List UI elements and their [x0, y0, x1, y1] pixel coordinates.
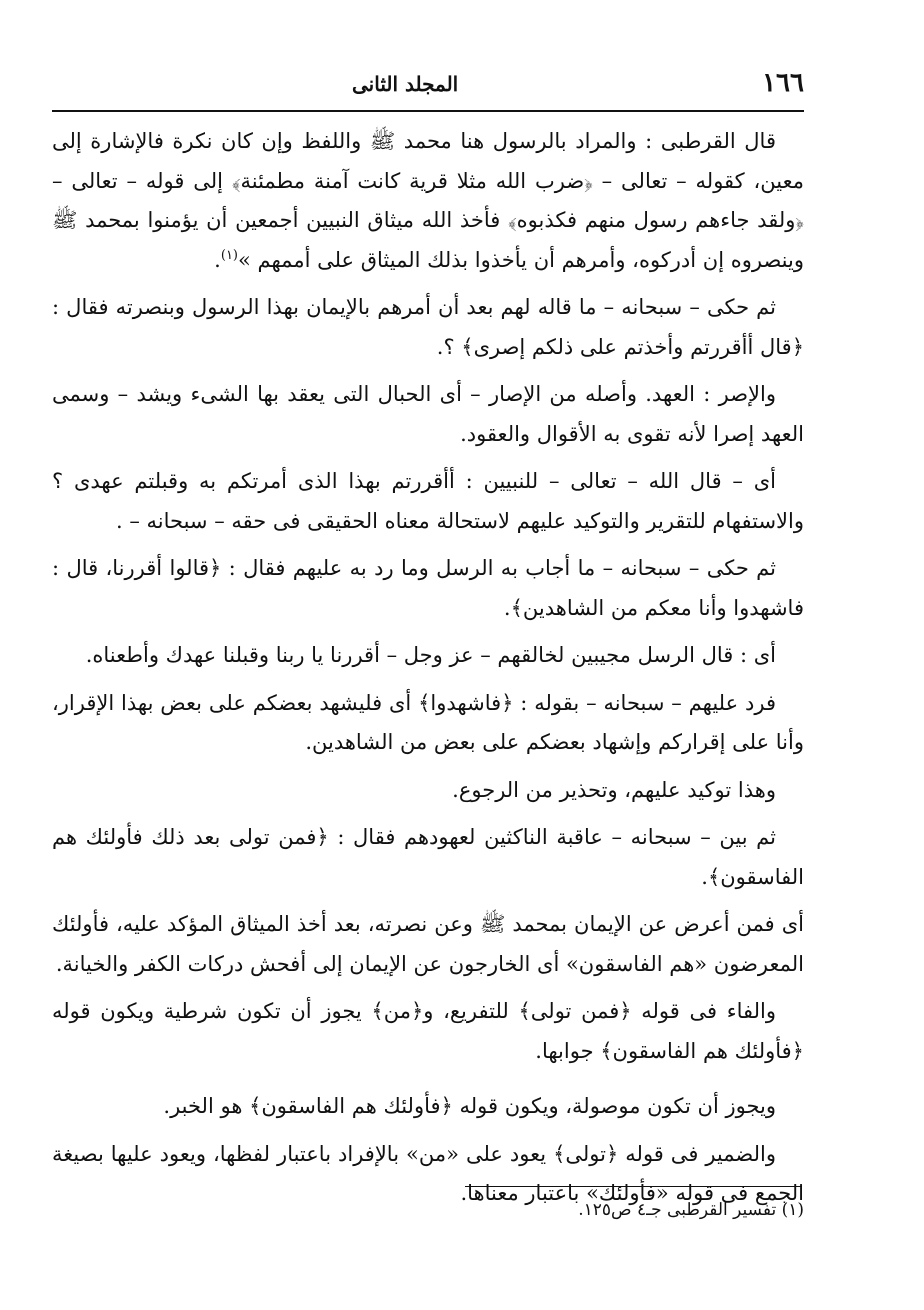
- paragraph-text: قال القرطبى : والمراد بالرسول هنا محمد ﷺ واللفظ وإن كان نكرة فالإشارة إلى معين، كقوله – تعالى – ﴿ضرب الله مثلا قرية كانت آمنة مطمئنة﴾ إلى قوله – تعالى – ﴿ولقد جاءهم رسول منهم فكذبوه﴾ فأخذ الله ميثاق النبيين أجمعين أن يؤمنوا بمحمد ﷺ وينصروه إن أدركوه، وأمرهم أن يأخذوا بذلك الميثاق على أممهم »: [52, 129, 804, 272]
- footnote: (١) تفسير القرطبى جـ٤ ص١٢٥.: [578, 1200, 804, 1220]
- paragraph-tail: .: [214, 247, 221, 272]
- paragraph: والضمير فى قوله ﴿تولى﴾ يعود على «من» بالإفراد باعتبار لفظها، ويعود عليها بصيغة الجمع فى قوله «فأولئك» باعتبار معناها.: [52, 1141, 804, 1205]
- paragraph: أى : قال الرسل مجيبين لخالقهم – عز وجل – أقررنا يا ربنا وقبلنا عهدك وأطعناه.: [85, 643, 776, 667]
- paragraph: فرد عليهم – سبحانه – بقوله : ﴿فاشهدوا﴾ أى فليشهد بعضكم على بعض بهذا الإقرار، وأنا على إقراركم وإشهاد بعضكم على بعض من الشاهدين.: [52, 690, 804, 754]
- page-header: [52, 62, 804, 112]
- paragraph: ثم حكى – سبحانه – ما أجاب به الرسل وما رد به عليهم فقال : ﴿قالوا أقررنا، قال : فاشهدوا وأنا معكم من الشاهدين﴾.: [52, 556, 804, 620]
- page-number: ١٦٦: [762, 68, 804, 98]
- paragraph: [52, 122, 804, 280]
- paragraph: أى فمن أعرض عن الإيمان بمحمد ﷺ وعن نصرته، بعد أخذ الميثاق المؤكد عليه، فأولئك المعرضون «هم الفاسقون» أى الخارجون عن الإيمان إلى أفحش دركات الكفر والخيانة.: [52, 912, 804, 976]
- paragraph: ويجوز أن تكون موصولة، ويكون قوله ﴿فأولئك هم الفاسقون﴾ هو الخبر.: [163, 1094, 776, 1118]
- volume-title: المجلد الثانى: [352, 72, 459, 96]
- paragraph: ثم بين – سبحانه – عاقبة الناكثين لعهودهم فقال : ﴿فمن تولى بعد ذلك فأولئك هم الفاسقون﴾.: [52, 825, 804, 889]
- paragraph: ثم حكى – سبحانه – ما قاله لهم بعد أن أمرهم بالإيمان بهذا الرسول وبنصرته فقال : ﴿قال أأقررتم وأخذتم على ذلكم إصرى﴾ ؟.: [52, 295, 804, 359]
- footnote-ref: (١): [220, 247, 238, 263]
- paragraph: والفاء فى قوله ﴿فمن تولى﴾ للتفريع، و﴿من﴾ يجوز أن تكون شرطية ويكون قوله ﴿فأولئك هم الفاسقون﴾ جوابها.: [52, 999, 804, 1063]
- body-text: [52, 122, 804, 1222]
- footnote-divider: [465, 1186, 801, 1187]
- paragraph: أى – قال الله – تعالى – للنبيين : أأقررتم بهذا الذى أمرتكم به وقبلتم عهدى ؟ والاستفهام للتقرير والتوكيد عليهم لاستحالة معناه الحقيقى فى حقه – سبحانه – .: [52, 469, 804, 533]
- paragraph: وهذا توكيد عليهم، وتحذير من الرجوع.: [452, 777, 776, 802]
- paragraph: والإصر : العهد. وأصله من الإصار – أى الحبال التى يعقد بها الشىء ويشد – وسمى العهد إصرا لأنه تقوى به الأقوال والعقود.: [52, 382, 804, 446]
